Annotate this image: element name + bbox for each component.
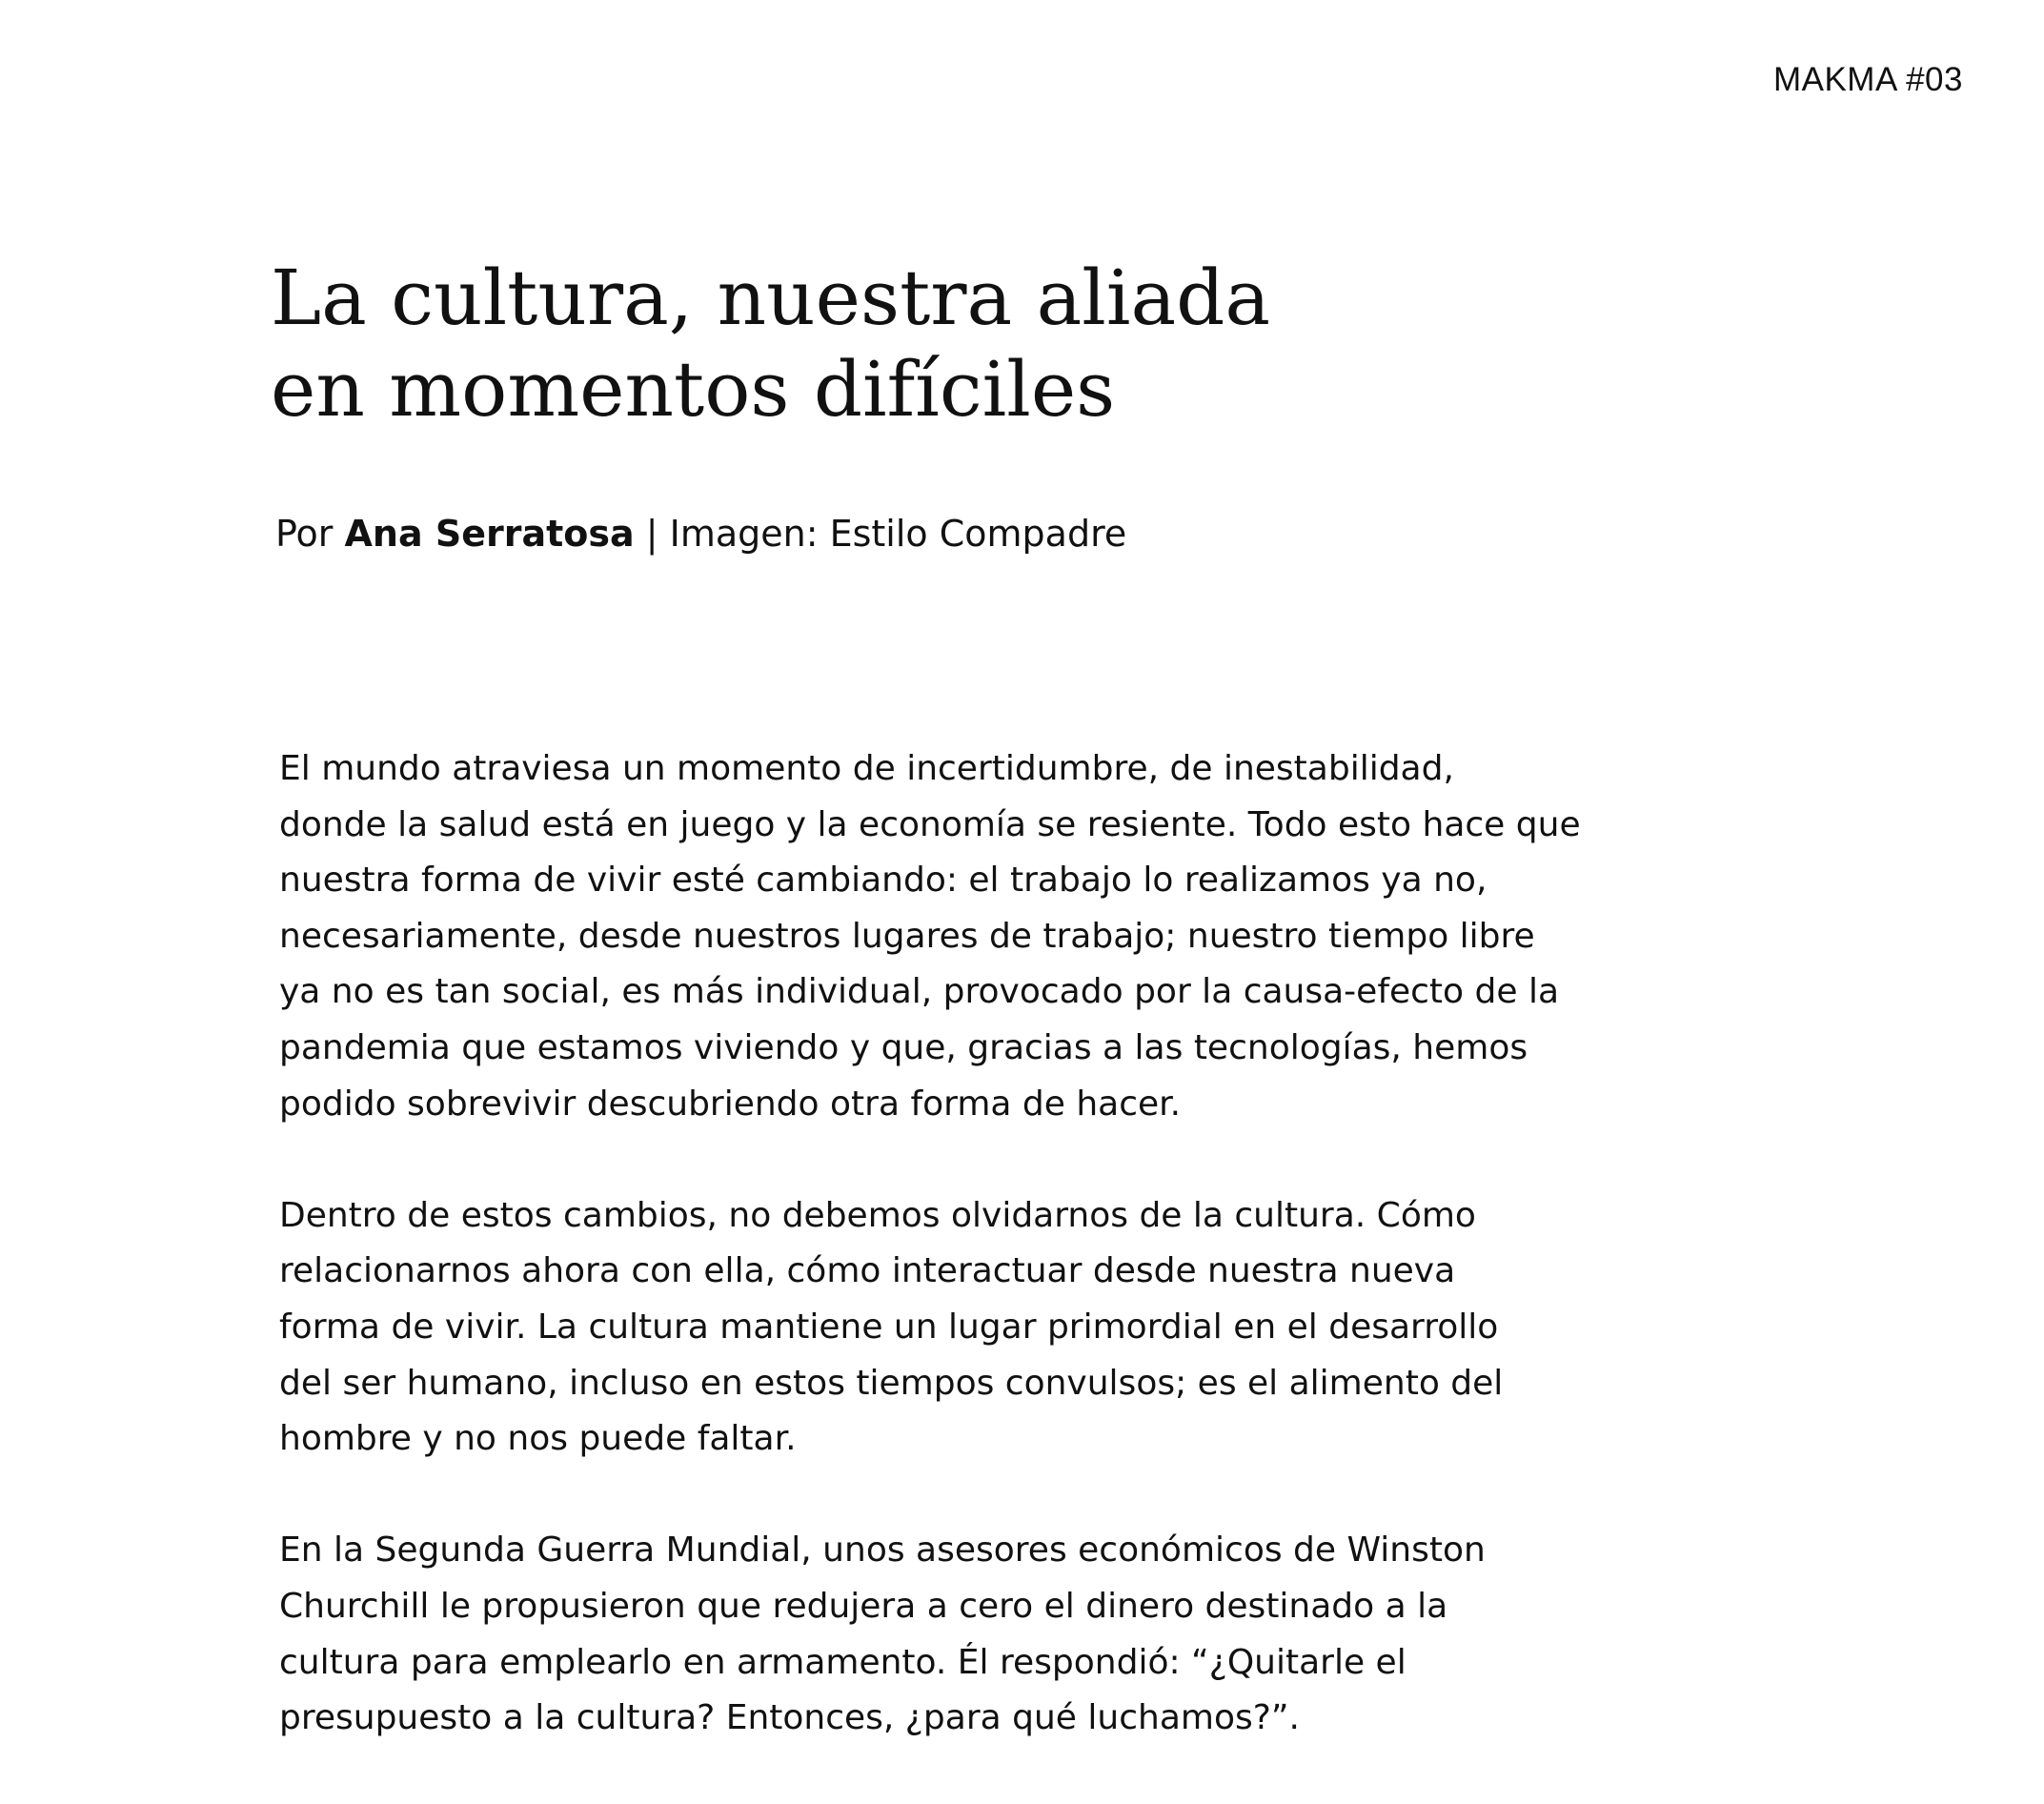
paragraph-line: presupuesto a la cultura? Entonces, ¿para qué luchamos?”. [279, 1698, 1300, 1738]
paragraph-line: relacionarnos ahora con ella, cómo interactuar desde nuestra nueva [279, 1251, 1456, 1291]
paragraph [279, 1188, 1670, 1468]
image-credit: | Imagen: Estilo Compadre [634, 513, 1127, 555]
paragraph [279, 741, 1670, 1132]
paragraph-line: nuestra forma de vivir esté cambiando: el trabajo lo realizamos ya no, [279, 861, 1487, 901]
article-title [271, 253, 1270, 436]
author-name: Ana Serratosa [344, 513, 635, 555]
issue-label: MAKMA #03 [1772, 61, 1963, 98]
paragraph-line: forma de vivir. La cultura mantiene un lugar primordial en el desarrollo [279, 1307, 1499, 1347]
paragraph-line: Dentro de estos cambios, no debemos olvidarnos de la cultura. Cómo [279, 1195, 1476, 1235]
paragraph-line: Churchill le propusieron que redujera a cero el dinero destinado a la [279, 1586, 1448, 1626]
article-title-line: en momentos difíciles [271, 345, 1116, 434]
paragraph-line: del ser humano, incluso en estos tiempos convulsos; es el alimento del [279, 1363, 1504, 1403]
paragraph-line: necesariamente, desde nuestros lugares de trabajo; nuestro tiempo libre [279, 916, 1535, 956]
article-body [279, 741, 1670, 1802]
paragraph-line: hombre y no nos puede faltar. [279, 1419, 797, 1459]
byline [275, 511, 1126, 557]
paragraph-line: podido sobrevivir descubriendo otra forma de hacer. [279, 1084, 1182, 1124]
byline-prefix: Por [275, 513, 345, 555]
paragraph-line: En la Segunda Guerra Mundial, unos asesores económicos de Winston [279, 1530, 1486, 1571]
paragraph-line: ya no es tan social, es más individual, provocado por la causa-efecto de la [279, 972, 1560, 1012]
paragraph-line: donde la salud está en juego y la economía se resiente. Todo esto hace que [279, 804, 1581, 844]
article-title-line: La cultura, nuestra aliada [271, 253, 1271, 342]
paragraph-line: El mundo atraviesa un momento de incertidumbre, de inestabilidad, [279, 749, 1454, 788]
paragraph-line: pandemia que estamos viviendo y que, gracias a las tecnologías, hemos [279, 1027, 1528, 1067]
paragraph-line: cultura para emplearlo en armamento. Él respondió: “¿Quitarle el [279, 1642, 1407, 1682]
paragraph [279, 1523, 1670, 1746]
